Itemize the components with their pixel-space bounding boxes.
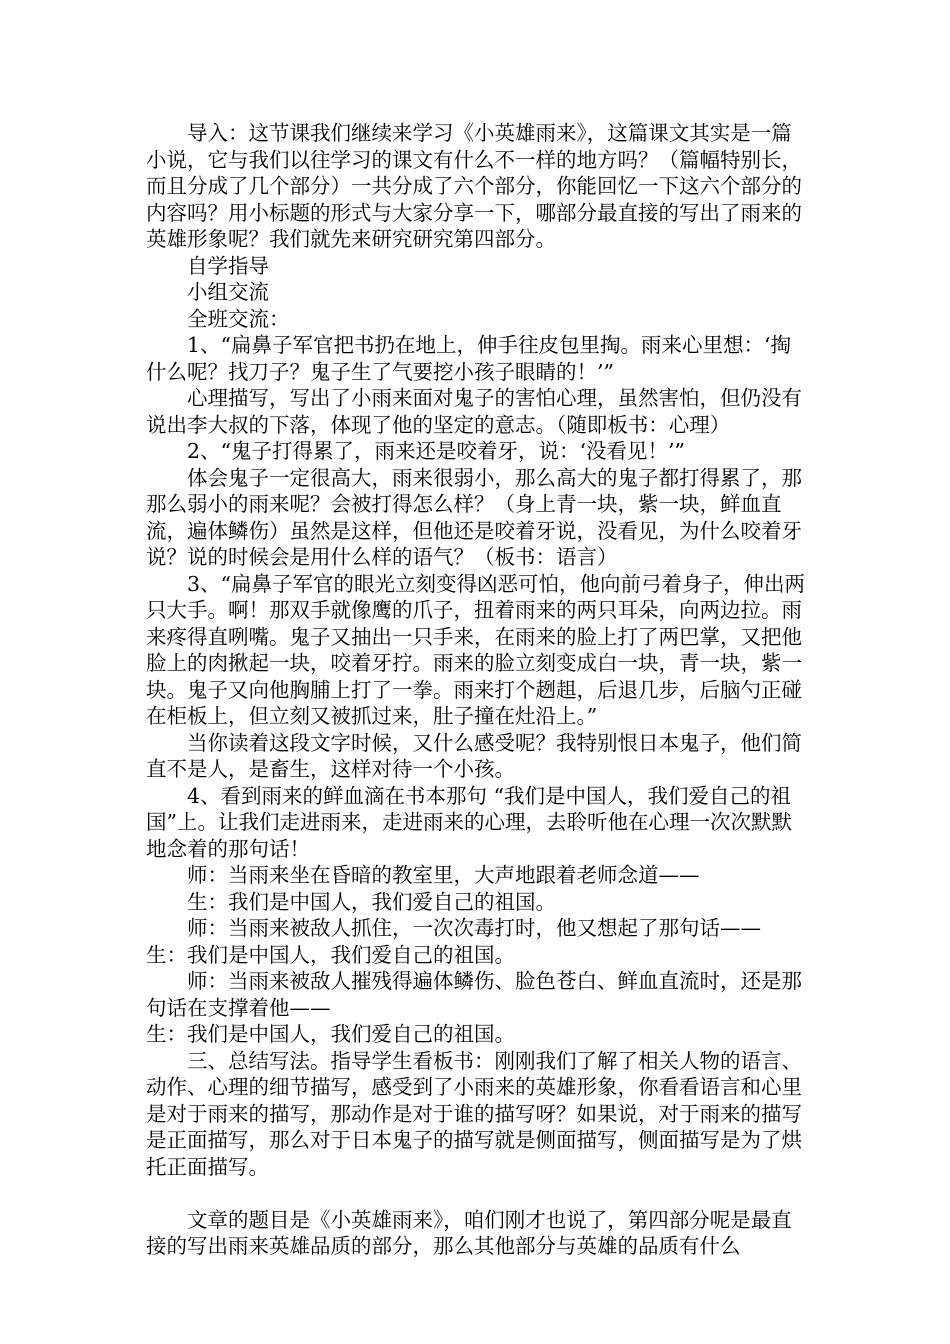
student-line-2: 生：我们是中国人，我们爱自己的祖国。 <box>146 942 515 967</box>
closing-paragraph: 文章的题目是《小英雄雨来》，咱们刚才也说了，第四部分呢是最直接的写出雨来英雄品质的部分，那么其他部分与英雄的品质有什么 <box>146 1207 792 1258</box>
quote-3-paragraph: 3、“扁鼻子军官的眼光立刻变得凶恶可怕，他向前弓着身子，伸出两只大手。啊！那双手就像鹰的爪子，扭着雨来的两只耳朵，向两边拉。雨来疼得直咧嘴。鬼子又抽出一只手来，在雨来的脸上打了两巴掌，又把他脸上的肉揪起一块，咬着牙拧。雨来的脸立刻变成白一块，青一块，紫一块。鬼子又向他胸脯上打了一拳。雨来打个趔趄，后退几步，后脑勺正碰在柜板上，但立刻又被抓过来，肚子撞在灶沿上。” <box>146 571 806 728</box>
item-4-paragraph: 4、看到雨来的鲜血滴在书本那句 “我们是中国人，我们爱自己的祖国”上。让我们走进雨来，走进雨来的心理，去聆听他在心理一次次默默地念着的那句话！ <box>146 783 792 861</box>
quote-1-paragraph: 1、“扁鼻子军官把书扔在地上，伸手往皮包里掏。雨来心里想：‘掏什么呢？找刀子？鬼子生了气要挖小孩子眼睛的！’” <box>146 333 792 384</box>
group-discussion-heading: 小组交流 <box>187 280 269 304</box>
teacher-line-2: 师：当雨来被敌人抓住，一次次毒打时，他又想起了那句话—— <box>187 916 761 940</box>
teacher-line-1: 师：当雨来坐在昏暗的教室里，大声地跟着老师念道—— <box>187 863 700 887</box>
quote-3-analysis: 当你读着这段文字时候，又什么感受呢？我特别恨日本鬼子，他们简直不是人，是畜生，这样对待一个小孩。 <box>146 730 802 781</box>
blank-line <box>146 1180 808 1207</box>
summary-paragraph: 三、总结写法。指导学生看板书：刚刚我们了解了相关人物的语言、动作、心理的细节描写，感受到了小雨来的英雄形象，你看看语言和心里是对于雨来的描写，那动作是对于谁的描写呀？如果说，对于雨来的描写是正面描写，那么对于日本鬼子的描写就是侧面描写，侧面描写是为了烘托正面描写。 <box>146 1048 802 1179</box>
student-line-1: 生：我们是中国人，我们爱自己的祖国。 <box>187 889 556 914</box>
quote-2-analysis: 体会鬼子一定很高大，雨来很弱小，那么高大的鬼子都打得累了，那那么弱小的雨来呢？会被打得怎么样？（身上青一块，紫一块，鲜血直流，遍体鳞伤）虽然是这样，但他还是咬着牙说，没看见，为什么咬着牙说？说的时候会是用什么样的语气？（板书：语言） <box>146 465 802 569</box>
teacher-line-3: 师：当雨来被敌人摧残得遍体鳞伤、脸色苍白、鲜血直流时，还是那句话在支撑着他—— <box>146 969 802 1020</box>
class-discussion-heading: 全班交流： <box>187 306 290 331</box>
document-body <box>146 120 808 1260</box>
self-study-heading: 自学指导 <box>187 253 269 278</box>
intro-paragraph: 导入：这节课我们继续来学习《小英雄雨来》，这篇课文其实是一篇小说，它与我们以往学习的课文有什么不一样的地方吗？（篇幅特别长，而且分成了几个部分）一共分成了六个部分，你能回忆一下这六个部分的内容吗？用小标题的形式与大家分享一下，哪部分最直接的写出了雨来的英雄形象呢？我们就先来研究研究第四部分。 <box>146 121 802 251</box>
quote-1-analysis: 心理描写，写出了小雨来面对鬼子的害怕心理，虽然害怕，但仍没有说出李大叔的下落，体现了他的坚定的意志。（随即板书：心理） <box>146 386 802 437</box>
student-line-3: 生：我们是中国人，我们爱自己的祖国。 <box>146 1022 515 1046</box>
quote-2-paragraph: 2、“鬼子打得累了，雨来还是咬着牙，说：‘没看见！’” <box>187 439 686 463</box>
